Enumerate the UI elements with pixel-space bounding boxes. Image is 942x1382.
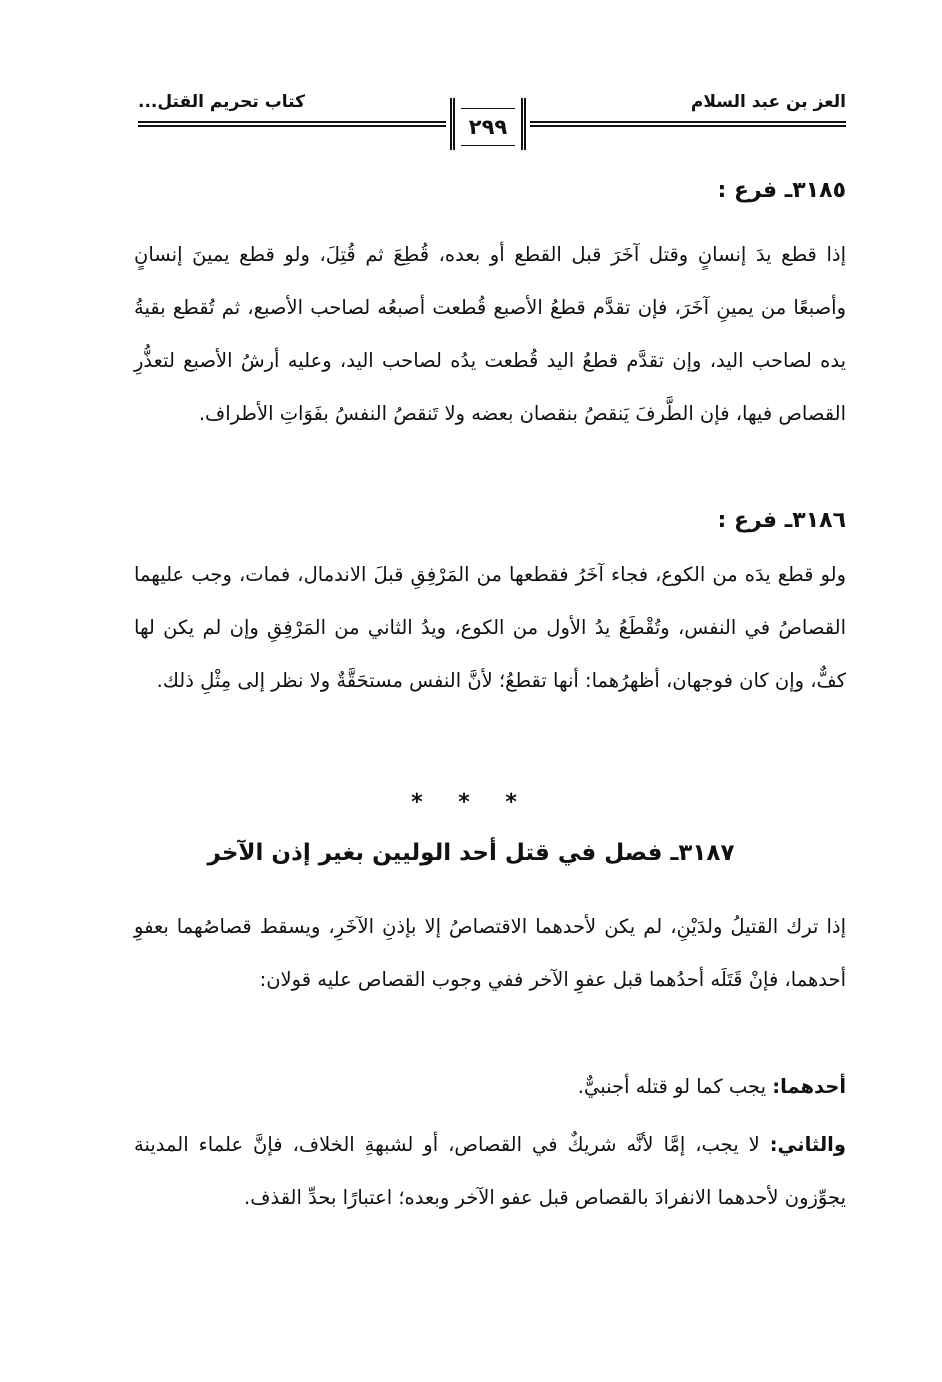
page-number-frame (450, 98, 526, 150)
header-rule (138, 125, 446, 127)
section-body-3185: إذا قطع يدَ إنسانٍ وقتل آخَرَ قبل القطع أو بعده، قُطِعَ ثم قُتِلَ، ولو قطع يمينَ إنسانٍ وأصبعًا من يمينِ آخَرَ، فإن تقدَّم قطعُ الأصبع قُطعت أصبعُه لصاحب الأصبع، ثم تُقطع بقيةُ يده لصاحب اليد، وإن تقدَّم قطعُ اليد قُطعت يدُه لصاحب اليد، وعليه أرشُ الأصبع لتعذُّرِ القصاص فيها، فإن الطَّرفَ يَنقصُ بنقصان بعضه ولا تَنقصُ النفسُ بفَوَاتِ الأطراف. (134, 243, 846, 425)
header-rule (138, 121, 446, 123)
running-header-book-title: كتاب تحريم القتل... (138, 92, 305, 112)
chapter-intro: إذا ترك القتيلُ ولدَيْنِ، لم يكن لأحدهما الاقتصاصُ إلا بإذنِ الآخَرِ، ويسقط قصاصُهما بعفوِ أحدهما، فإنْ قَتَلَه أحدُهما قبل عفوِ الآخر ففي وجوب القصاص عليه قولان: (134, 915, 846, 991)
chapter-heading-3187: ٣١٨٧ـ فصل في قتل أحد الوليين بغير إذن الآخر (207, 840, 735, 866)
section-heading-3186: ٣١٨٦ـ فرع : (717, 508, 846, 533)
opinion-one-label: أحدهما: (772, 1075, 846, 1098)
running-header-author: العز بن عبد السلام (690, 92, 846, 112)
page-number: ٢٩٩ (461, 108, 515, 146)
header-rule (530, 121, 846, 123)
opinion-two-text: لا يجب، إمَّا لأنَّه شريكٌ في القصاص، أو لشبهةِ الخلاف، فإنَّ علماء المدينة يجوِّزون لأحدهما الانفرادَ بالقصاص قبل عفو الآخر وبعده؛ اعتبارًا بحدِّ القذف. (134, 1133, 846, 1209)
opinion-one (134, 1060, 846, 1113)
opinion-two-label: والثاني: (769, 1133, 846, 1156)
opinion-one-text: يجب كما لو قتله أجنبيٌّ. (577, 1075, 767, 1098)
section-body-3186: ولو قطع يدَه من الكوع، فجاء آخَرُ فقطعها من المَرْفِقِ قبلَ الاندمال، فمات، وجب عليهما القصاصُ في النفس، وتُقْطَعُ يدُ الأول من الكوع، ويدُ الثاني من المَرْفِقِ وإن لم يكن لها كفٌّ، وإن كان فوجهان، أظهرُهما: أنها تقطعُ؛ لأنَّ النفس مستحَقَّةٌ ولا نظر إلى مِثْلِ ذلك. (134, 563, 846, 692)
header-rule (530, 125, 846, 127)
section-heading-3185: ٣١٨٥ـ فرع : (717, 178, 846, 203)
opinion-two (134, 1118, 846, 1224)
section-separator: * * * (411, 790, 531, 815)
